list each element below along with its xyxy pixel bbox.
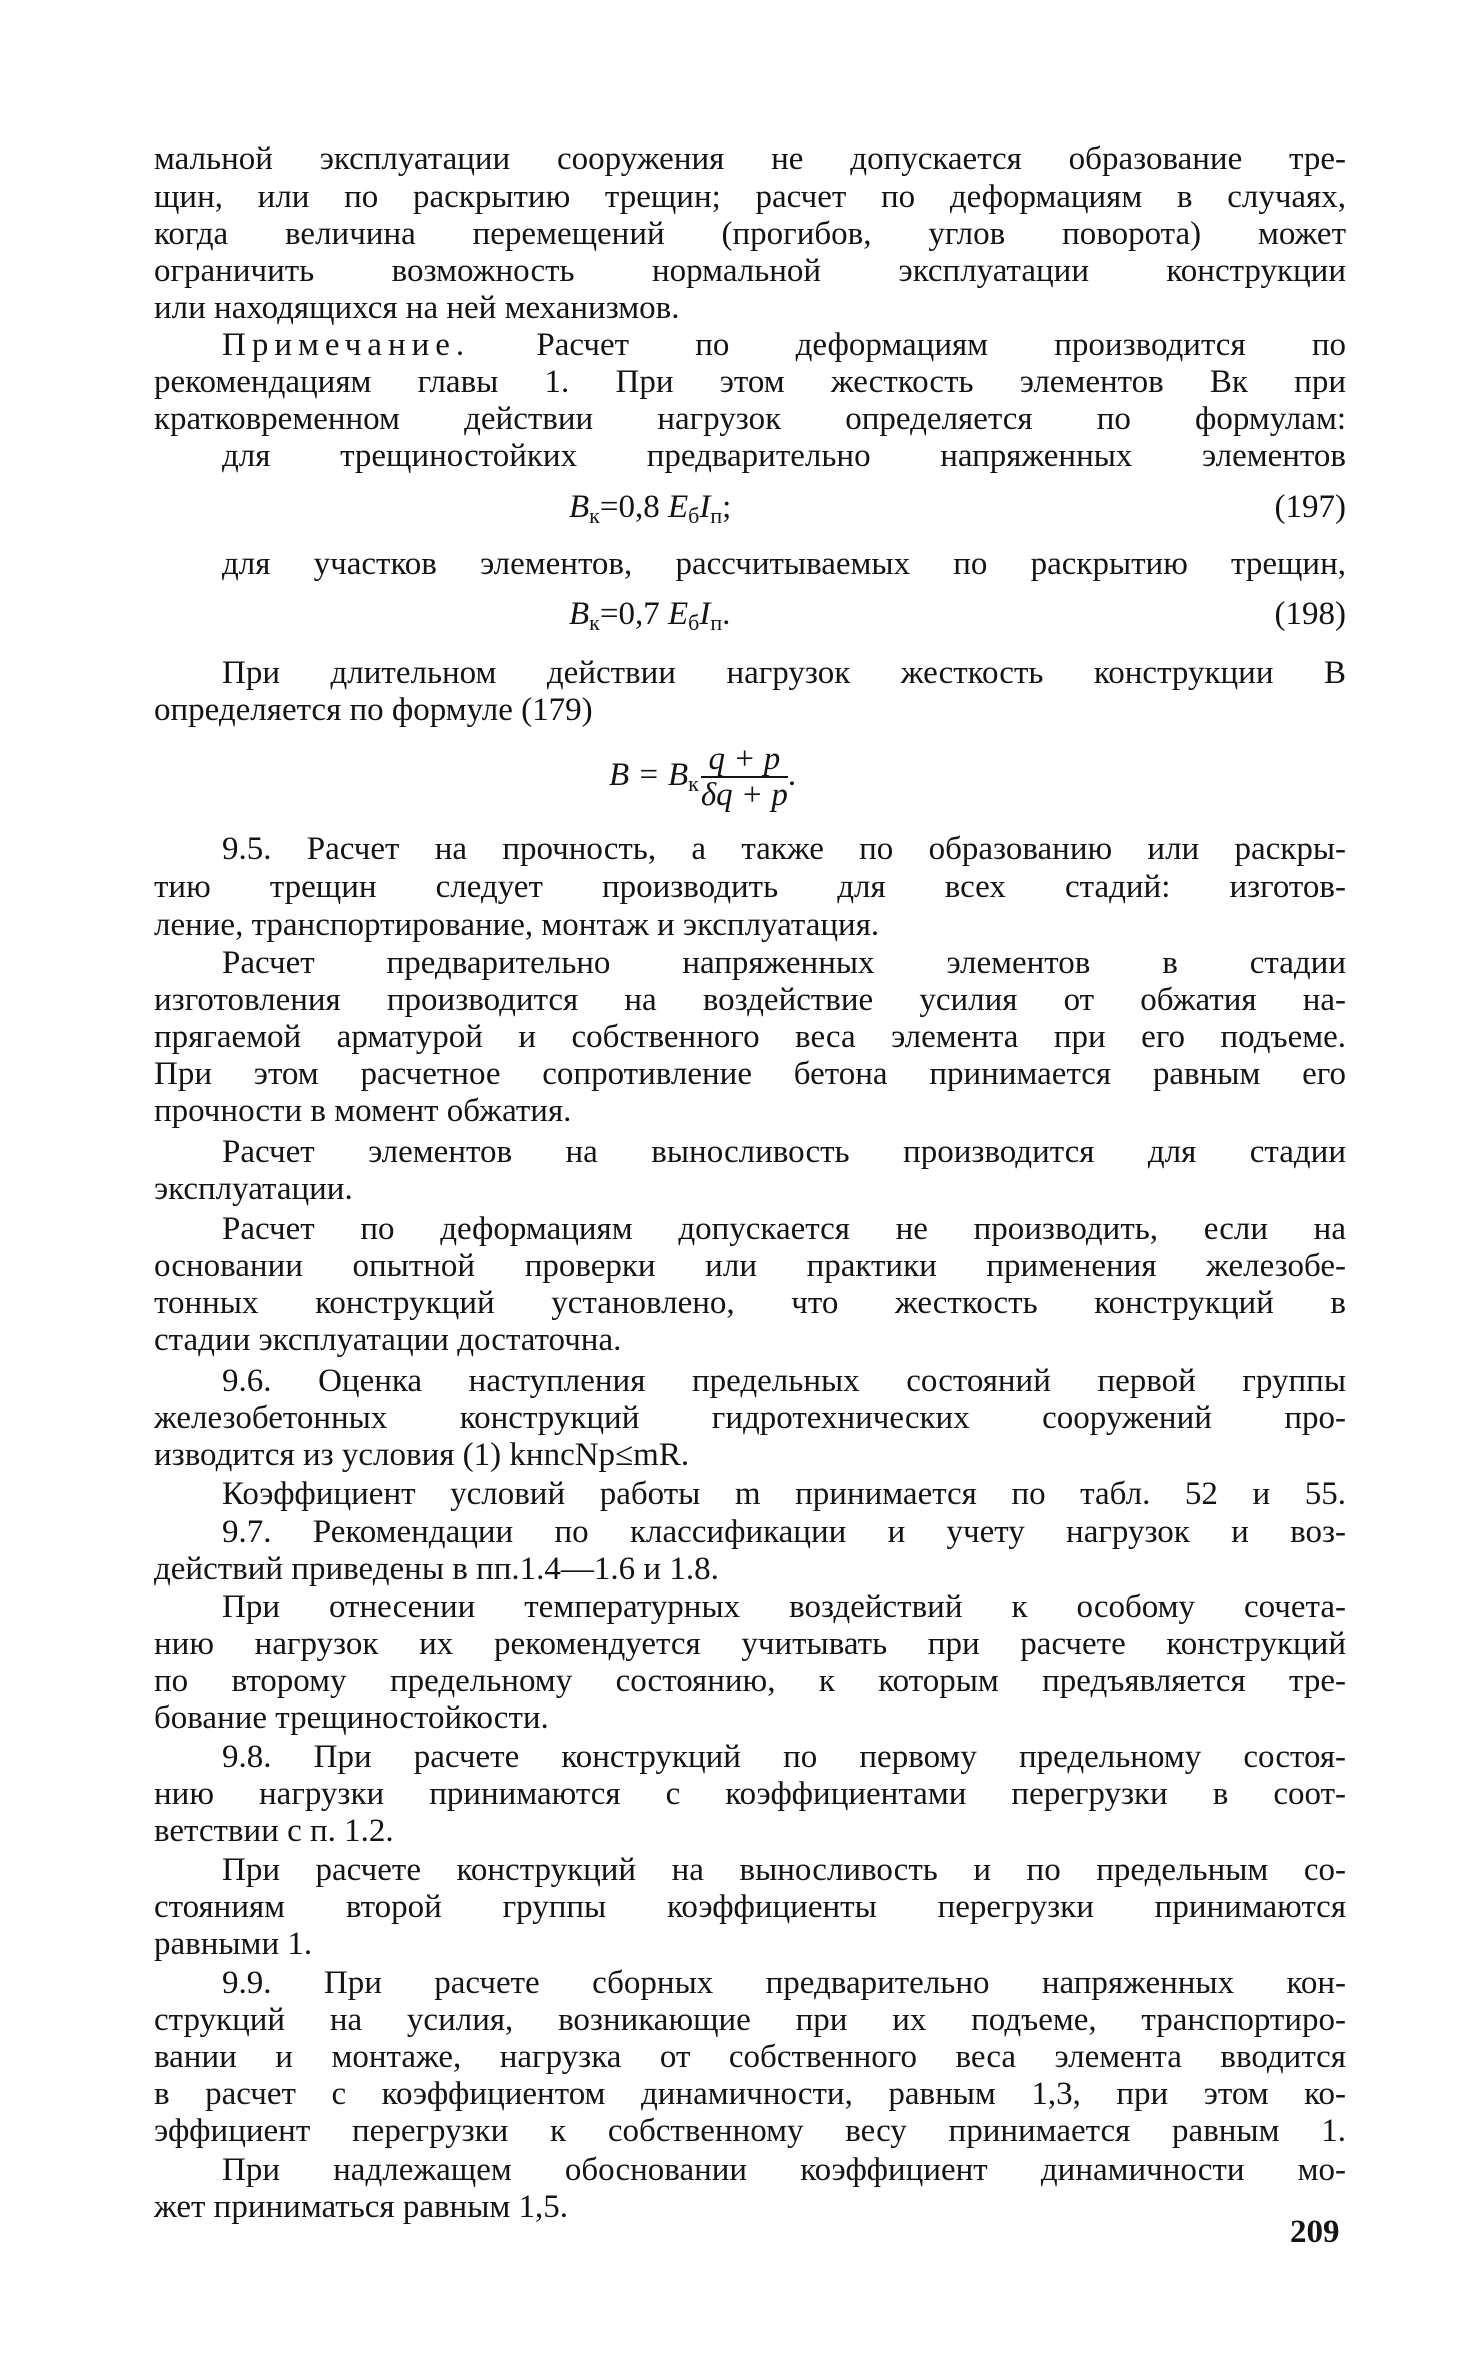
text-line: изготовления производится на воздействие усилия от обжатия на-: [154, 982, 1346, 1018]
text-line: эффициент перегрузки к собственному весу принимается равным 1.: [154, 2113, 1346, 2149]
text-line: струкций на усилия, возникающие при их подъеме, транспортиро-: [154, 2002, 1346, 2038]
text-line: Расчет элементов на выносливость производится для стадии: [222, 1134, 1346, 1170]
text-line: прочности в момент обжатия.: [154, 1093, 572, 1129]
text-line: Коэффициент условий работы m принимается по табл. 52 и 55.: [222, 1476, 1346, 1512]
text-line: тонных конструкций установлено, что жесткость конструкций в: [154, 1285, 1346, 1321]
text-line: 9.9. При расчете сборных предварительно напряженных кон-: [222, 1965, 1346, 2001]
text-line: При длительном действии нагрузок жесткость конструкции B: [222, 655, 1346, 691]
text-line: нию нагрузок их рекомендуется учитывать при расчете конструкций: [154, 1626, 1346, 1662]
page-number: 209: [1290, 2214, 1340, 2250]
text-line: изводится из условия (1) kнnсNр≤mR.: [154, 1437, 690, 1473]
note-line: для трещиностойких предварительно напряженных элементов: [222, 438, 1346, 474]
text-line: в расчет с коэффициентом динамичности, равным 1,3, при этом ко-: [154, 2076, 1346, 2112]
note-line: рекомендациям главы 1. При этом жесткость элементов Bк при: [154, 364, 1346, 400]
text-line: равными 1.: [154, 1926, 313, 1962]
text-line: 9.7. Рекомендации по классификации и учету нагрузок и воз-: [222, 1514, 1346, 1550]
text-line: нию нагрузки принимаются с коэффициентами перегрузки в соот-: [154, 1776, 1346, 1812]
text-line: эксплуатации.: [154, 1171, 353, 1207]
note-line: кратковременном действии нагрузок определяется по формулам:: [154, 401, 1346, 437]
text-line: стояниям второй группы коэффициенты перегрузки принимаются: [154, 1889, 1346, 1925]
text-line: основании опытной проверки или практики применения железобе-: [154, 1248, 1346, 1284]
equation-179: $B = B_к$ $\frac{q + p}{\delta q + p}$ .: [609, 741, 797, 814]
text-line: 9.8. При расчете конструкций по первому предельному состоя-: [222, 1739, 1346, 1775]
note-line: [222, 326, 1346, 364]
text-line: вании и монтаже, нагрузка от собственного веса элемента вводится: [154, 2039, 1346, 2075]
text-line: когда величина перемещений (прогибов, углов поворота) может: [154, 216, 1346, 252]
text-line: прягаемой арматурой и собственного веса элемента при его подъеме.: [154, 1019, 1346, 1055]
text-line: 9.5. Расчет на прочность, а также по образованию или раскры-: [222, 831, 1346, 867]
text-line: для участков элементов, рассчитываемых по раскрытию трещин,: [222, 546, 1346, 582]
text-line: тию трещин следует производить для всех стадий: изготов-: [154, 869, 1346, 905]
note-line1-rest: Расчет по деформациям производится по: [536, 327, 1346, 363]
text-line: щин, или по раскрытию трещин; расчет по деформациям в случаях,: [154, 179, 1346, 215]
text-line: железобетонных конструкций гидротехнических сооружений про-: [154, 1400, 1346, 1436]
text-line: стадии эксплуатации достаточна.: [154, 1322, 622, 1358]
equation-number: (198): [1274, 596, 1346, 632]
text-line: бование трещиностойкости.: [154, 1700, 549, 1736]
text-line: по второму предельному состоянию, к которым предъявляется тре-: [154, 1663, 1346, 1699]
text-line: ление, транспортирование, монтаж и эксплуатация.: [154, 907, 880, 943]
text-line: определяется по формуле (179): [154, 692, 593, 728]
text-line: При этом расчетное сопротивление бетона принимается равным его: [154, 1056, 1346, 1092]
text-line: жет приниматься равным 1,5.: [154, 2189, 569, 2225]
text-line: 9.6. Оценка наступления предельных состояний первой группы: [222, 1363, 1346, 1399]
fraction-denominator: δq + p: [700, 777, 788, 814]
text-line: ветствии с п. 1.2.: [154, 1813, 394, 1849]
text-line: ограничить возможность нормальной эксплуатации конструкции: [154, 253, 1346, 289]
text-line: При надлежащем обосновании коэффициент динамичности мо-: [222, 2152, 1346, 2188]
note-lead: Примечание.: [222, 327, 471, 363]
equation-197: $B_к=0,8$ $E_бI_п$; (197): [154, 485, 1346, 529]
text-line: При расчете конструкций на выносливость и по предельным со-: [222, 1852, 1346, 1888]
text-line: Расчет предварительно напряженных элементов в стадии: [222, 945, 1346, 981]
text-line: Расчет по деформациям допускается не производить, если на: [222, 1211, 1346, 1247]
fraction-numerator: q + p: [701, 742, 788, 778]
equation-number: (197): [1274, 489, 1346, 525]
text-line: действий приведены в пп.1.4—1.6 и 1.8.: [154, 1551, 719, 1587]
text-line: или находящихся на ней механизмов.: [154, 290, 680, 326]
text-line: При отнесении температурных воздействий к особому сочета-: [222, 1589, 1346, 1625]
text-line: мальной эксплуатации сооружения не допускается образование тре-: [154, 141, 1346, 177]
equation-198: $B_к=0,7$ $E_бI_п$. (198): [154, 592, 1346, 636]
